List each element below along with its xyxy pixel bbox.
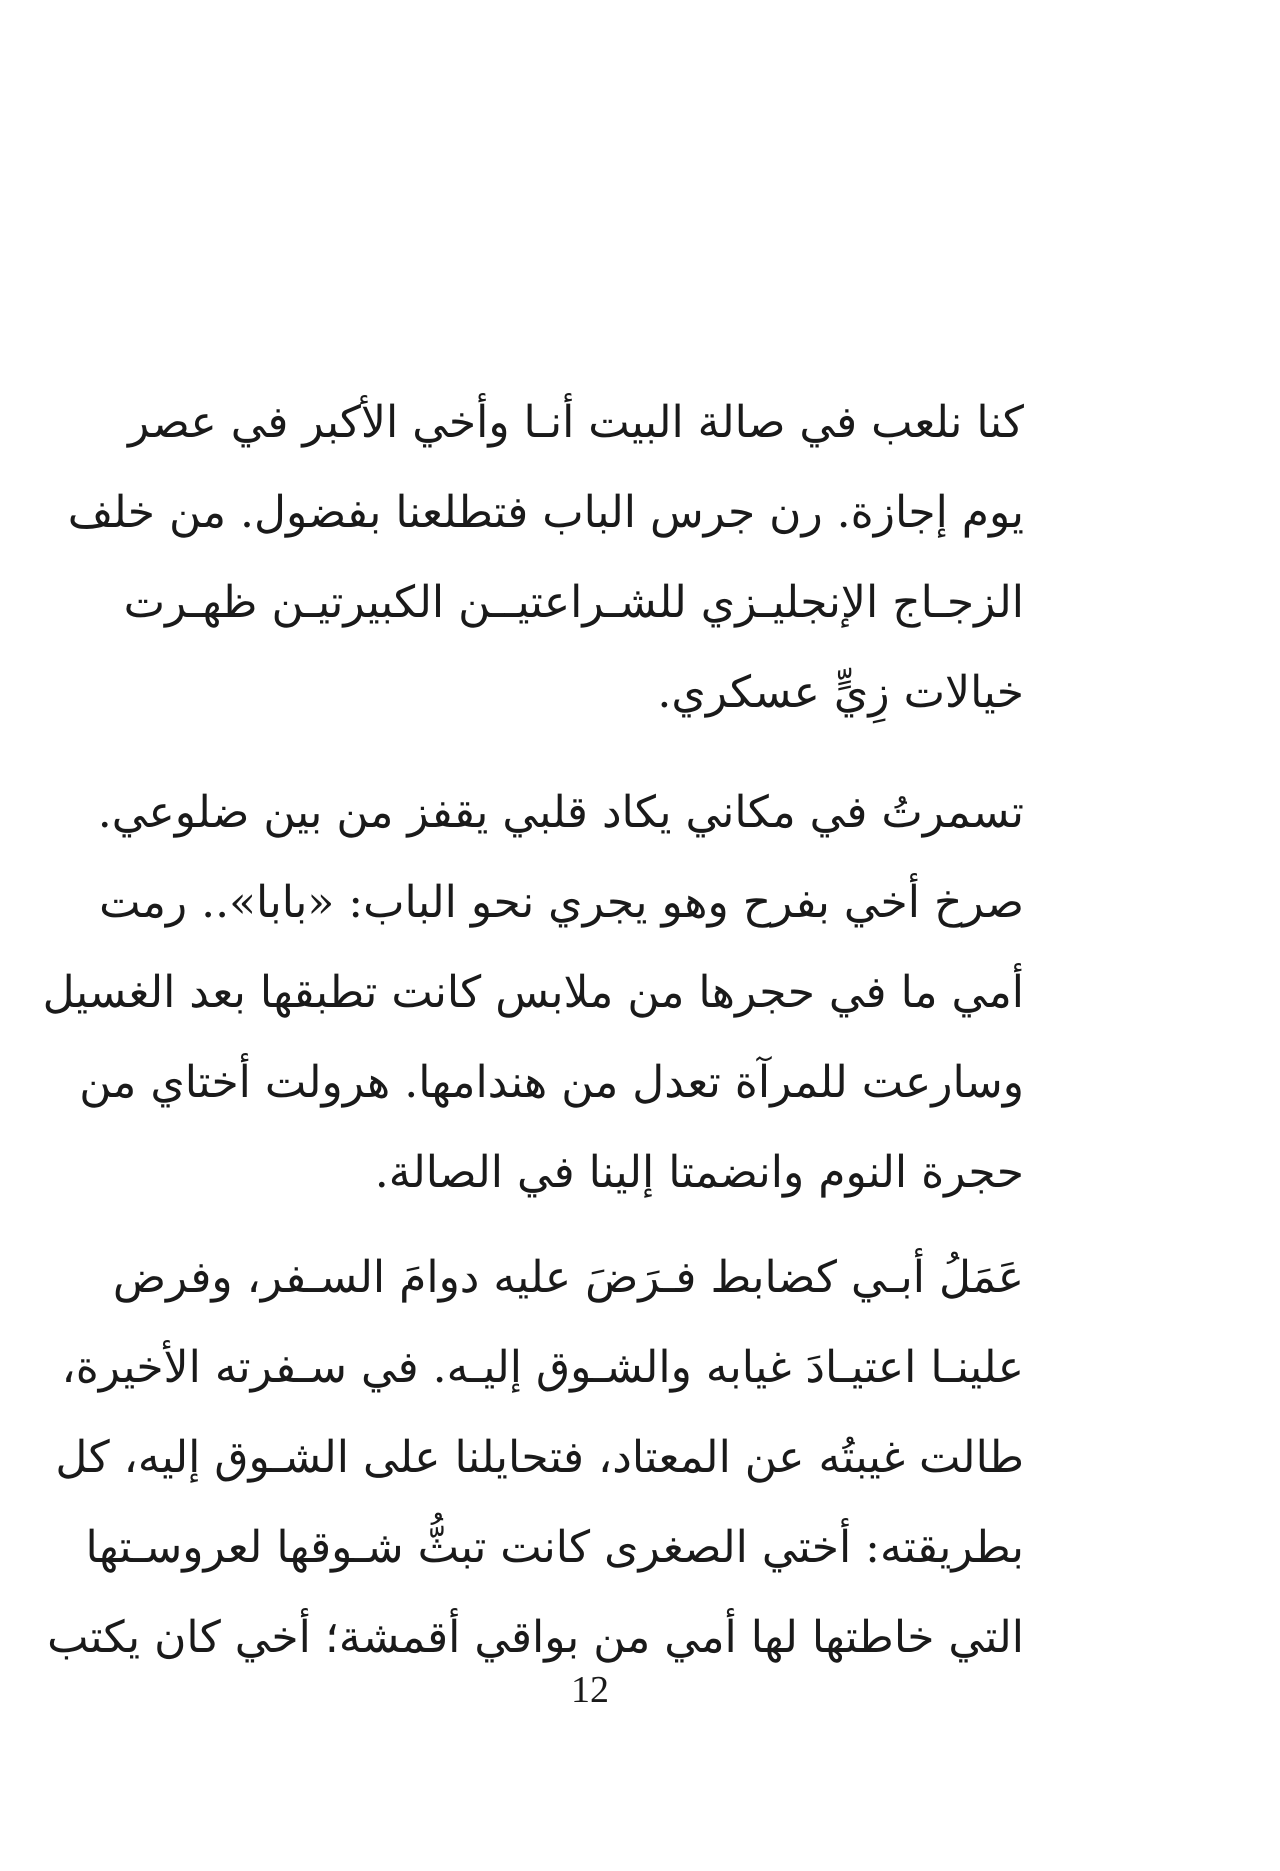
text-line: بطريقته: أختي الصغرى كانت تبثُّ شـوقها لعروسـتها <box>85 1522 1024 1573</box>
text-line: أمي ما في حجرها من ملابس كانت تطبقها بعد الغسيل <box>42 967 1024 1018</box>
paragraph-1 <box>67 378 1024 738</box>
text-line: تسمرتُ في مكاني يكاد قلبي يقفز من بين ضلوعي. <box>97 787 1024 838</box>
text-line: طالت غيبتُه عن المعتاد، فتحايلنا على الشـوق إليه، كل <box>55 1432 1024 1483</box>
text-line: التي خاطتها لها أمي من بواقي أقمشة؛ أخي كان يكتب <box>47 1612 1024 1663</box>
text-line: يوم إجازة. رن جرس الباب فتطلعنا بفضول. من خلف <box>67 487 1024 538</box>
text-line: حجرة النوم وانضمتا إلينا في الصالة. <box>374 1147 1024 1198</box>
text-line: صرخ أخي بفرح وهو يجري نحو الباب: «بابا».. رمت <box>99 877 1024 928</box>
text-line: وسارعت للمرآة تعدل من هندامها. هرولت أختاي من <box>79 1057 1024 1108</box>
paragraph-2 <box>42 768 1024 1218</box>
text-line: خيالات زِيٍّ عسكري. <box>657 667 1024 718</box>
text-line: الزجـاج الإنجليـزي للشـراعتيــن الكبيرتيـن ظهـرت <box>123 577 1024 628</box>
page-number: 12 <box>571 1669 609 1711</box>
text-line: كنا نلعب في صالة البيت أنـا وأخي الأكبر في عصر <box>128 397 1024 448</box>
text-line: عَمَلُ أبـي كضابط فـرَضَ عليه دوامَ السـفر، وفرض <box>112 1252 1024 1303</box>
text-line: علينـا اعتيـادَ غيابه والشـوق إليـه. في سـفرته الأخيرة، <box>61 1342 1024 1393</box>
paragraph-3 <box>47 1233 1024 1683</box>
